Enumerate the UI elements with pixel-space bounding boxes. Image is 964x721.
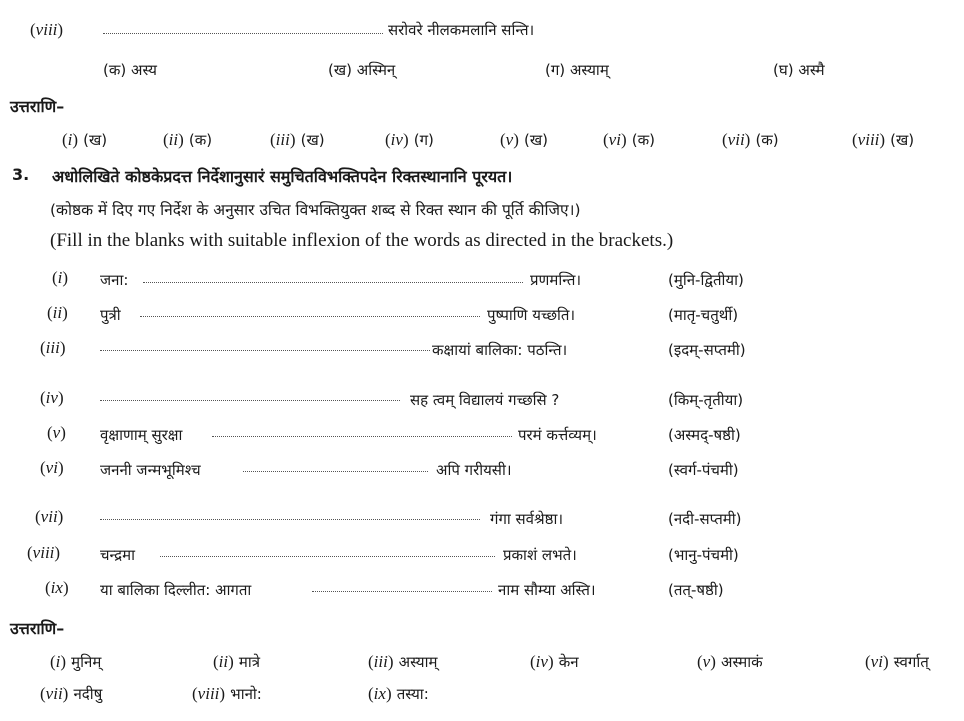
option-ka: (क) अस्य: [103, 61, 158, 79]
item-number: (iv): [40, 388, 64, 407]
item-before: या बालिका दिल्लीत: आगता: [100, 581, 252, 599]
blank-line: [100, 400, 400, 401]
answer-item: (viii) (ख): [852, 130, 915, 149]
answer-item: (vi) (क): [603, 130, 655, 149]
blank-line: [100, 350, 430, 351]
answer-item: (vi) स्वर्गात्: [865, 652, 929, 671]
answers-heading: उत्तराणि–: [10, 97, 65, 116]
answer-item: (vii) नदीषु: [40, 684, 103, 703]
answer-item: (ii) (क): [163, 130, 213, 149]
blank-line: [103, 33, 383, 34]
answer-item: (vii) (क): [722, 130, 779, 149]
question-title-english: (Fill in the blanks with suitable inflexion of the words as directed in the brackets.): [50, 230, 674, 251]
item-number: (iii): [40, 338, 66, 357]
item-after: नाम सौम्या अस्ति।: [498, 581, 596, 599]
item-after: अपि गरीयसी।: [436, 461, 512, 479]
blank-line: [100, 519, 480, 520]
item-number: (ii): [47, 303, 68, 322]
item-after: कक्षायां बालिका: पठन्ति।: [432, 341, 568, 359]
item-hint: (अस्मद्-षष्ठी): [668, 426, 741, 444]
question-number: 3.: [12, 165, 30, 184]
question-title-hindi: (कोष्ठक में दिए गए निर्देश के अनुसार उचित विभक्तियुक्त शब्द से रिक्त स्थान की पूर्ति कीजिए।): [50, 201, 581, 219]
answer-item: (v) अस्माकं: [697, 652, 763, 671]
item-number: (i): [52, 268, 69, 287]
item-before: पुत्री: [100, 306, 121, 324]
answer-item: (iii) (ख): [270, 130, 325, 149]
blank-line: [243, 471, 428, 472]
blank-line: [312, 591, 492, 592]
answer-item: (iv) केन: [530, 652, 579, 671]
item-after: पुष्पाणि यच्छति।: [487, 306, 576, 324]
answer-item: (viii) भानो:: [192, 684, 262, 703]
item-before: जना:: [100, 271, 129, 289]
answer-item: (i) मुनिम्: [50, 652, 102, 671]
item-after: परमं कर्त्तव्यम्।: [518, 426, 597, 444]
item-hint: (मातृ-चतुर्थी): [668, 306, 739, 324]
blank-line: [212, 436, 512, 437]
answer-item: (ii) मात्रे: [213, 652, 261, 671]
item-before: चन्द्रमा: [100, 546, 135, 564]
item-hint: (भानु-पंचमी): [668, 546, 739, 564]
item-number: (ix): [45, 578, 69, 597]
question-title-sanskrit: अधोलिखिते कोष्ठकेप्रदत्त निर्देशानुसारं समुचितविभक्तिपदेन रिक्तस्थानानि पूरयत।: [52, 167, 513, 186]
item-hint: (तत्-षष्ठी): [668, 581, 724, 599]
item-hint: (नदी-सप्तमी): [668, 510, 742, 528]
item-hint: (मुनि-द्वितीया): [668, 271, 744, 289]
question-number: (viii): [30, 20, 64, 39]
item-number: (vi): [40, 458, 64, 477]
answer-item: (iv) (ग): [385, 130, 434, 149]
option-ga: (ग) अस्याम्: [545, 61, 609, 79]
item-hint: (किम्-तृतीया): [668, 391, 744, 409]
item-after: प्रकाशं लभते।: [503, 546, 577, 564]
blank-line: [140, 316, 480, 317]
blank-line: [143, 282, 523, 283]
answer-item: (i) (ख): [62, 130, 108, 149]
item-after: प्रणमन्ति।: [530, 271, 582, 289]
option-kha: (ख) अस्मिन्: [328, 61, 396, 79]
option-gha: (घ) अस्मै: [773, 61, 825, 79]
answer-item: (iii) अस्याम्: [368, 652, 438, 671]
answer-item: (ix) तस्या:: [368, 684, 429, 703]
item-number: (vii): [35, 507, 64, 526]
item-hint: (स्वर्ग-पंचमी): [668, 461, 739, 479]
item-after: सह त्वम् विद्यालयं गच्छसि ?: [410, 391, 560, 409]
item-before: जननी जन्मभूमिश्च: [100, 461, 201, 479]
sentence-end: सरोवरे नीलकमलानि सन्ति।: [388, 21, 535, 39]
answers-heading: उत्तराणि–: [10, 619, 65, 638]
item-number: (v): [47, 423, 66, 442]
item-before: वृक्षाणाम् सुरक्षा: [100, 426, 183, 444]
blank-line: [160, 556, 495, 557]
answer-item: (v) (ख): [500, 130, 548, 149]
item-number: (viii): [27, 543, 61, 562]
item-hint: (इदम्-सप्तमी): [668, 341, 746, 359]
item-after: गंगा सर्वश्रेष्ठा।: [490, 510, 564, 528]
